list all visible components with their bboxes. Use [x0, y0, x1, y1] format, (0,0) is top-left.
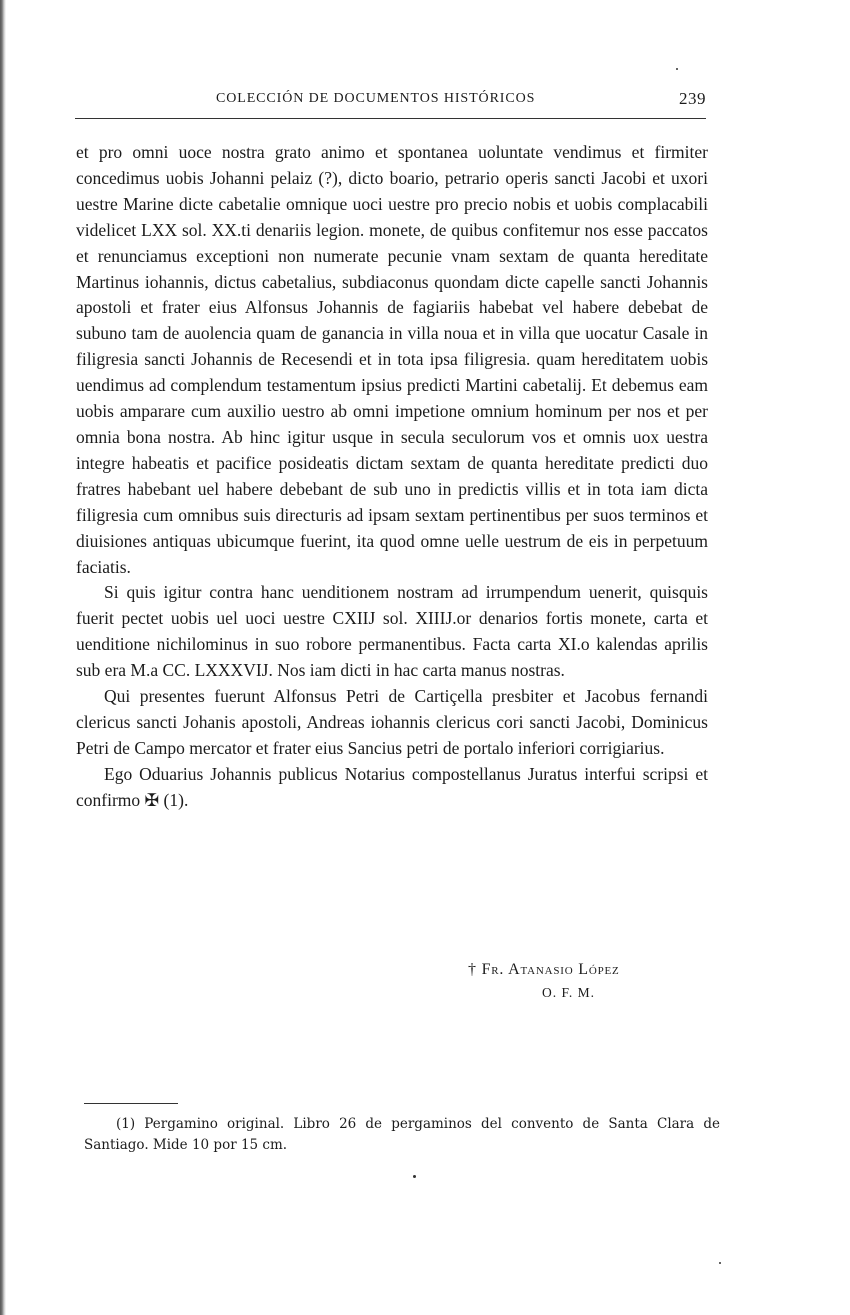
header-rule: [75, 118, 706, 119]
signature-name: † Fr. Atanasio López: [468, 961, 620, 978]
paragraph-penalty: Si quis igitur contra hanc uenditionem nostram ad irrumpendum uenerit, quisquis fuerit pectet uobis uel uoci uestre CXIIJ sol. XIIIJ.or denarios fortis monete, carta et uenditione nichilominus in suo robore permanentibus. Facta carta XI.o kalendas aprilis sub era M.a CC. LXXXVIJ. Nos iam dicti in hac carta manus nostras.: [76, 582, 708, 681]
ink-speck: [413, 1175, 416, 1178]
paragraph-sale: et pro omni uoce nostra grato animo et spontanea uoluntate vendimus et firmiter concedimus uobis Johanni pelaiz (?), dicto boario, petrario operis sancti Jacobi et uxori uestre Marine dicte cabetalie omnique uoci uestre pro precio nobis et uobis complacabili videlicet LXX sol. XX.ti denariis legion. monete, de quibus confitemur nos esse paccatos et renunciamus exceptioni non numerate pecunie vnam sextam de quanta hereditate Martinus iohannis, dictus cabetalius, subdiaconus quondam dicte capelle sancti Johannis apostoli et frater eius Alfonsus Johannis de fagiariis habebat vel habere debebat de subuno tam de auolencia quam de ganancia in villa noua et in villa que uocatur Casale in filigresia sancti Johannis de Recesendi et in tota ipsa filigresia. quam hereditatem uobis uendimus ad complendum testamentum ipsius predicti Martini cabetalij. Et debemus eam uobis amparare cum auxilio uestro ab omni impetione omnium hominum per nos et per omnia bona nostra. Ab hinc igitur usque in secula seculorum vos et omnis uox uestra integre habeatis et pacifice posideatis dictam sextam de quanta hereditate predicti duo fratres habebant uel habere debebant de sub uno in predictis villis et in tota iam dicta filigresia cum omnibus suis directuris ad ipsam sextam pertinentibus per suos terminos et diuisiones antiquas ubicumque fuerint, ita quod omne uelle uestrum de eis in perpetuum faciatis.: [76, 142, 708, 577]
paragraph-notary: Ego Oduarius Johannis publicus Notarius compostellanus Juratus interfui scripsi et confirmo ✠ (1).: [76, 763, 708, 810]
ink-speck: [676, 68, 678, 70]
signature-order: O. F. M.: [542, 985, 596, 1000]
paragraph-witnesses: Qui presentes fuerunt Alfonsus Petri de Cartiçella presbiter et Jacobus fernandi clericus sancti Johanis apostoli, Andreas iohannis clericus cori sancti Jacobi, Dominicus Petri de Campo mercator et frater eius Sancius petri de portalo inferiori corrigiarius.: [76, 686, 708, 758]
ink-speck: [719, 1262, 721, 1264]
page-edge-shadow: [0, 0, 6, 1315]
footnote-rule: [84, 1103, 178, 1104]
page-header: [216, 89, 706, 111]
document-body: [76, 140, 708, 814]
signature-block: [464, 958, 714, 1004]
page-number: 239: [679, 89, 706, 108]
footnote: (1) Pergamino original. Libro 26 de pergaminos del convento de Santa Clara de Santiago. Mide 10 por 15 cm.: [84, 1116, 720, 1153]
running-title: COLECCIÓN DE DOCUMENTOS HISTÓRICOS: [216, 91, 536, 106]
